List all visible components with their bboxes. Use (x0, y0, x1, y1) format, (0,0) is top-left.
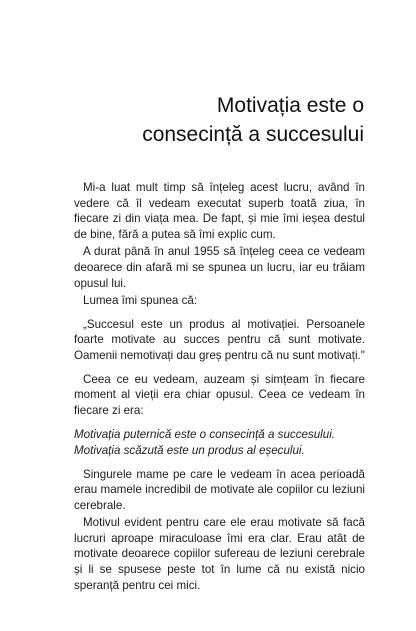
italic-statement-2: Motivația scăzută este un produs al eșecului. (74, 443, 305, 457)
chapter-body (74, 180, 365, 593)
chapter-title-line-2: consecință a succesului (142, 123, 364, 146)
italic-statement-1: Motivația puternică este o consecință a succesului. (74, 428, 336, 442)
paragraph-1: Mi-a luat mult timp să înțeleg acest lucru, având în vedere că îl vedeam executat superb toată ziua, în fiecare zi din viața mea. De fapt, și mie îmi ieșea destul de bine, fără a putea să îmi explic cum. (74, 181, 365, 241)
paragraph-3: Lumea îmi spunea că: (83, 294, 198, 308)
paragraph-6: Singurele mame pe care le vedeam în acea perioadă erau mamele incredibil de motivate ale copiilor cu leziuni cerebrale. (74, 467, 365, 512)
quote-paragraph: „Succesul este un produs al motivației. Persoanele foarte motivate au succes pentru că sunt motivate. Oamenii nemotivați dau greș pentru că nu sunt motivați." (74, 317, 365, 362)
paragraph-7: Motivul evident pentru care ele erau motivate să facă lucruri aproape miraculoase îmi era clar. Erau atât de motivate deoarece copiilor sufereau de leziuni cerebrale și li se spusese peste tot în lume că nu există nicio speranță pentru cei mici. (74, 516, 365, 592)
italic-statements (74, 427, 365, 458)
chapter-title (64, 91, 364, 149)
chapter-title-line-1: Motivația este o (216, 94, 364, 117)
paragraph-2: A durat până în anul 1955 să înțeleg ceea ce vedeam deoarece din afară mi se spunea un lucru, iar eu trăiam opusul lui. (74, 245, 365, 290)
paragraph-5: Ceea ce eu vedeam, auzeam și simțeam în fiecare moment al vieții era chiar opusul. Ceea ce vedeam în fiecare zi era: (74, 372, 365, 417)
